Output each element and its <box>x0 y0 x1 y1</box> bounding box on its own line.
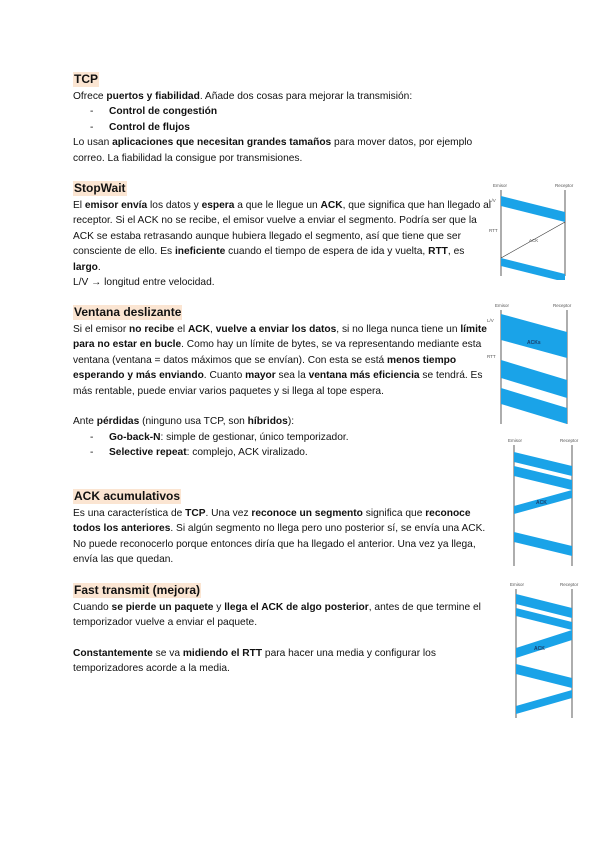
tcp-bullets <box>73 104 493 135</box>
data-band <box>514 532 572 556</box>
section-stopwait <box>73 181 493 291</box>
rtt-label: RTT <box>489 228 498 233</box>
ack-label: ACK <box>529 238 539 243</box>
list-item: - Go-back-N: simple de gestionar, único temporizador. <box>90 431 349 443</box>
bullet-text: Control de congestión <box>109 106 218 117</box>
ack-label: ACK <box>536 500 547 506</box>
heading-ackacum: ACK acumulativos <box>74 489 181 503</box>
ack-band <box>516 690 572 714</box>
data-band <box>501 258 565 280</box>
sender-label: Emisor <box>493 183 508 188</box>
fast-body: Cuando se pierde un paquete y llega el ACK de algo posterior, antes de que termine el temporizador vuelve a enviar el paquete. <box>73 601 481 628</box>
ack-band <box>516 630 572 658</box>
sender-label: Emisor <box>495 303 510 308</box>
list-item: - Control de congestión <box>73 104 493 120</box>
list-item: - Selective repeat: complejo, ACK viralizado. <box>90 447 308 458</box>
text-run: Ofrece <box>73 90 107 102</box>
section-tcp <box>73 72 493 166</box>
heading-fast: Fast transmit (mejora) <box>74 583 201 597</box>
ventana-perdidas: Ante pérdidas (ninguno usa TCP, son híbridos): <box>73 416 295 427</box>
lv-label: L/V <box>489 198 496 203</box>
sliding-window-diagram <box>487 300 579 428</box>
heading-ventana: Ventana deslizante <box>74 305 182 319</box>
ventana-body: Si el emisor no recibe el ACK, vuelve a enviar los datos, si no llega nunca tiene un límite para no estar en bucle. Como hay un límite de bytes, se va representando mediante esta ventana (ventana = datos máximos que se envían). Con esta se está menos tiempo esperando y más enviando. Cuanto mayor sea la ventana más eficiencia se tendrá. Es más rentable, puede enviar varios paquetes y si llega al tope espera. <box>73 323 487 397</box>
tcp-intro <box>73 89 493 105</box>
rtt-label: RTT <box>487 354 496 359</box>
section-ventana <box>73 305 493 461</box>
tcp-usage <box>73 135 493 166</box>
receiver-label: Receptor <box>555 183 574 188</box>
receiver-label: Receptor <box>560 582 579 587</box>
data-band <box>516 664 572 688</box>
ventana-bullets <box>73 430 493 461</box>
bullet-text: Control de flujos <box>109 121 190 133</box>
heading-tcp: TCP <box>74 72 98 86</box>
sender-label: Emisor <box>510 582 525 587</box>
data-band <box>501 196 565 222</box>
receiver-label: Receptor <box>560 438 579 443</box>
heading-stopwait: StopWait <box>74 181 126 195</box>
bold-run: puertos y fiabilidad <box>106 90 200 102</box>
section-ackacum <box>73 489 493 568</box>
lv-label: L/V <box>487 318 494 323</box>
ack-label: ACK <box>534 646 545 652</box>
fast-rtt: Constantemente se va midiendo el RTT para hacer una media y configurar los temporizadores acorde a la media. <box>73 647 436 674</box>
window-band <box>501 314 567 358</box>
text-run: Lo usan <box>73 137 113 148</box>
ack-cumulative-diagram <box>502 436 582 568</box>
text-run: . Añade dos cosas para mejorar la transmisión: <box>199 90 413 102</box>
receiver-label: Receptor <box>553 303 572 308</box>
stopwait-body: El emisor envía los datos y espera a que le llegue un ACK, que significa que han llegado al receptor. Si el ACK no se recibe, el emisor vuelve a enviar el segmento. Podría ser que la ACK se estaba retrasando aunque hubiera llegado el segmento, así que tiene que ser consciente de ello. Es ineficiente cuando el tiempo de espera de ida y vuelta, RTT, es largo. <box>73 199 492 273</box>
ackacum-body: Es una característica de TCP. Una vez reconoce un segmento significa que reconoce todos los anteriores. Si algún segmento no llega pero uno posterior sí, se envía una ACK. No puede reconocerlo porque entonces diría que ha llegado el anterior. Una vez ya llega, envía las que quedan. <box>73 507 486 565</box>
bold-run: aplicaciones que necesitan grandes tamaños <box>112 137 332 148</box>
stopwait-diagram <box>487 180 579 280</box>
band-label: ACKs <box>527 340 541 346</box>
section-fast <box>73 583 493 677</box>
sender-label: Emisor <box>508 438 523 443</box>
text-run: para mover datos, por ejemplo correo. La fiabilidad la consigue por transmisiones. <box>73 137 473 164</box>
stopwait-lv: L/V → longitud entre velocidad. <box>73 277 215 288</box>
list-item: - Control de flujos <box>73 120 493 136</box>
fast-transmit-diagram <box>506 580 582 720</box>
